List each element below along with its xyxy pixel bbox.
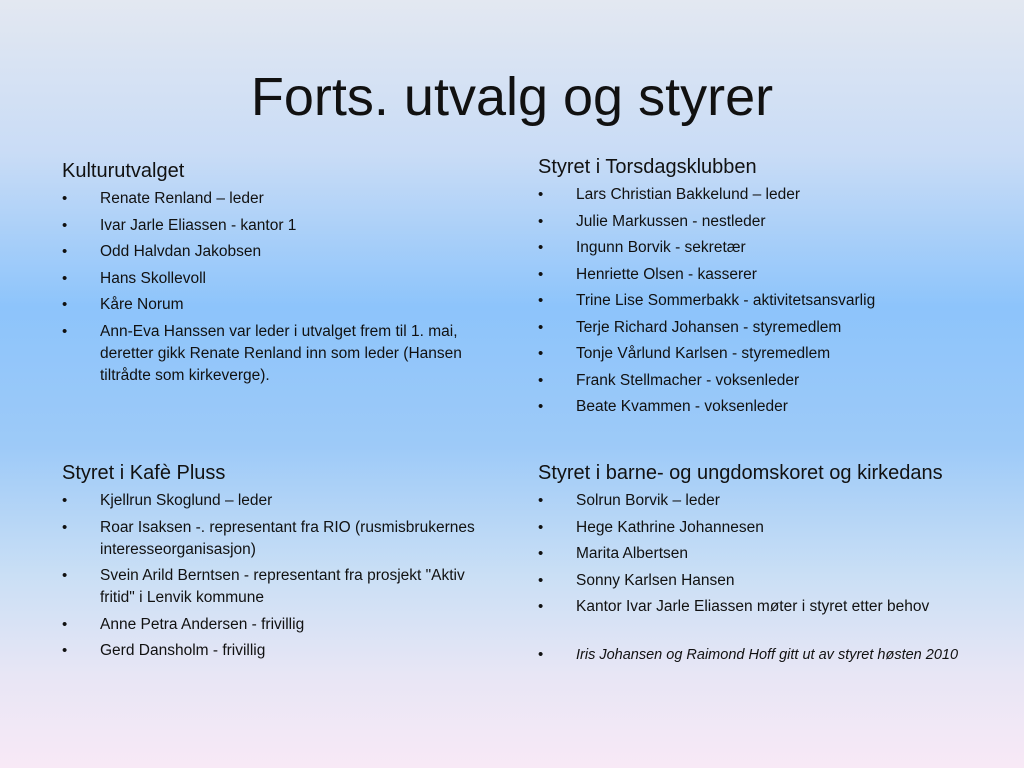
- list-item: [538, 264, 1008, 286]
- bullet-icon: •: [538, 292, 544, 309]
- list-item-text: Kantor Ivar Jarle Eliassen møter i styret etter behov: [576, 598, 930, 615]
- bullet-icon: •: [62, 642, 68, 659]
- list-item-text: Hans Skollevoll: [100, 269, 206, 287]
- bullet-icon: •: [538, 598, 544, 615]
- list-item: [62, 490, 502, 512]
- bullet-icon: •: [538, 492, 544, 509]
- bullet-icon: •: [62, 615, 68, 633]
- list-item-text: Beate Kvammen - voksenleder: [576, 398, 788, 415]
- list-item-text: Trine Lise Sommerbakk - aktivitetsansvarlig: [576, 292, 876, 309]
- list-item-text: Sonny Karlsen Hansen: [576, 571, 735, 589]
- bullet-icon: •: [62, 322, 68, 340]
- bullet-icon: •: [538, 371, 544, 389]
- list-item: [62, 321, 502, 387]
- list-item-text: Renate Renland – leder: [100, 190, 264, 207]
- note-text: Iris Johansen og Raimond Hoff gitt ut av styret høsten 2010: [576, 647, 959, 663]
- bullet-icon: •: [62, 243, 68, 260]
- list-item: [62, 517, 502, 561]
- list-item: [62, 614, 502, 636]
- list-item: [538, 343, 1008, 365]
- list-item: [62, 215, 502, 237]
- list-item-text: Julie Markussen - nestleder: [576, 212, 766, 230]
- bullet-icon: •: [538, 518, 544, 536]
- kafe-pluss-section: [62, 460, 502, 667]
- list-item-text: Tonje Vårlund Karlsen - styremedlem: [576, 345, 831, 362]
- list-item: [62, 268, 502, 290]
- barnekor-list: [538, 490, 1008, 666]
- torsdagsklubben-section: [538, 154, 1008, 423]
- list-item: [62, 188, 502, 210]
- list-item: [62, 241, 502, 263]
- bullet-icon: •: [538, 571, 544, 589]
- note-item: [538, 644, 1008, 666]
- list-item-text: Hege Kathrine Johannesen: [576, 518, 764, 536]
- list-item-text: Ivar Jarle Eliassen - kantor 1: [100, 216, 297, 234]
- bullet-icon: •: [62, 492, 68, 509]
- list-item: [538, 290, 1008, 312]
- bullet-icon: •: [62, 518, 68, 536]
- list-item-text: Kjellrun Skoglund – leder: [100, 492, 273, 509]
- barnekor-heading: Styret i barne- og ungdomskoret og kirkedans: [538, 462, 943, 484]
- list-item-text: Kåre Norum: [100, 296, 184, 313]
- list-item-text: Marita Albertsen: [576, 545, 688, 562]
- bullet-icon: •: [538, 186, 544, 203]
- kafe-pluss-heading: Styret i Kafè Pluss: [62, 462, 226, 484]
- list-item-text: Solrun Borvik – leder: [576, 492, 720, 509]
- bullet-icon: •: [538, 318, 544, 336]
- bullet-icon: •: [538, 545, 544, 562]
- list-item: [538, 543, 1008, 565]
- list-item-text: Ann-Eva Hanssen var leder i utvalget frem til 1. mai, deretter gikk Renate Renland inn som leder (Hansen tiltrådte som kirkeverge).: [100, 322, 462, 384]
- kulturutvalget-heading: Kulturutvalget: [62, 160, 185, 182]
- torsdagsklubben-heading: Styret i Torsdagsklubben: [538, 156, 757, 178]
- list-item-text: Terje Richard Johansen - styremedlem: [576, 318, 842, 336]
- bullet-icon: •: [538, 398, 544, 415]
- kulturutvalget-list: [62, 188, 502, 387]
- kafe-pluss-list: [62, 490, 502, 662]
- list-item-text: Lars Christian Bakkelund – leder: [576, 186, 801, 203]
- barnekor-section: [538, 460, 1008, 671]
- list-item: [538, 517, 1008, 539]
- list-item: [538, 596, 1008, 618]
- list-item-text: Roar Isaksen -. representant fra RIO (rusmisbrukernes interesseorganisasjon): [100, 518, 475, 558]
- list-item-text: Ingunn Borvik - sekretær: [576, 239, 746, 256]
- bullet-icon: •: [538, 265, 544, 283]
- bullet-icon: •: [538, 646, 544, 663]
- list-item-text: Odd Halvdan Jakobsen: [100, 243, 262, 260]
- list-item: [538, 317, 1008, 339]
- list-item: [538, 184, 1008, 206]
- list-item-text: Henriette Olsen - kasserer: [576, 265, 757, 283]
- list-item: [538, 396, 1008, 418]
- list-item-text: Frank Stellmacher - voksenleder: [576, 371, 800, 389]
- list-item: [538, 370, 1008, 392]
- list-item-text: Anne Petra Andersen - frivillig: [100, 615, 305, 633]
- torsdagsklubben-list: [538, 184, 1008, 418]
- bullet-icon: •: [62, 296, 68, 313]
- slide-title: Forts. utvalg og styrer: [250, 67, 774, 127]
- kulturutvalget-section: [62, 158, 502, 391]
- bullet-icon: •: [62, 216, 68, 234]
- bullet-icon: •: [538, 212, 544, 230]
- bullet-icon: •: [62, 567, 68, 584]
- list-item-text: Gerd Dansholm - frivillig: [100, 642, 266, 659]
- list-item: [538, 237, 1008, 259]
- list-item: [538, 570, 1008, 592]
- list-item: [62, 565, 502, 609]
- list-item: [538, 211, 1008, 233]
- bullet-icon: •: [538, 345, 544, 362]
- bullet-icon: •: [62, 190, 68, 207]
- bullet-icon: •: [62, 269, 68, 287]
- bullet-icon: •: [538, 239, 544, 256]
- list-item: [62, 294, 502, 316]
- list-item-text: Svein Arild Berntsen - representant fra prosjekt "Aktiv fritid" i Lenvik kommune: [100, 567, 465, 606]
- list-item: [62, 640, 502, 662]
- list-item: [538, 490, 1008, 512]
